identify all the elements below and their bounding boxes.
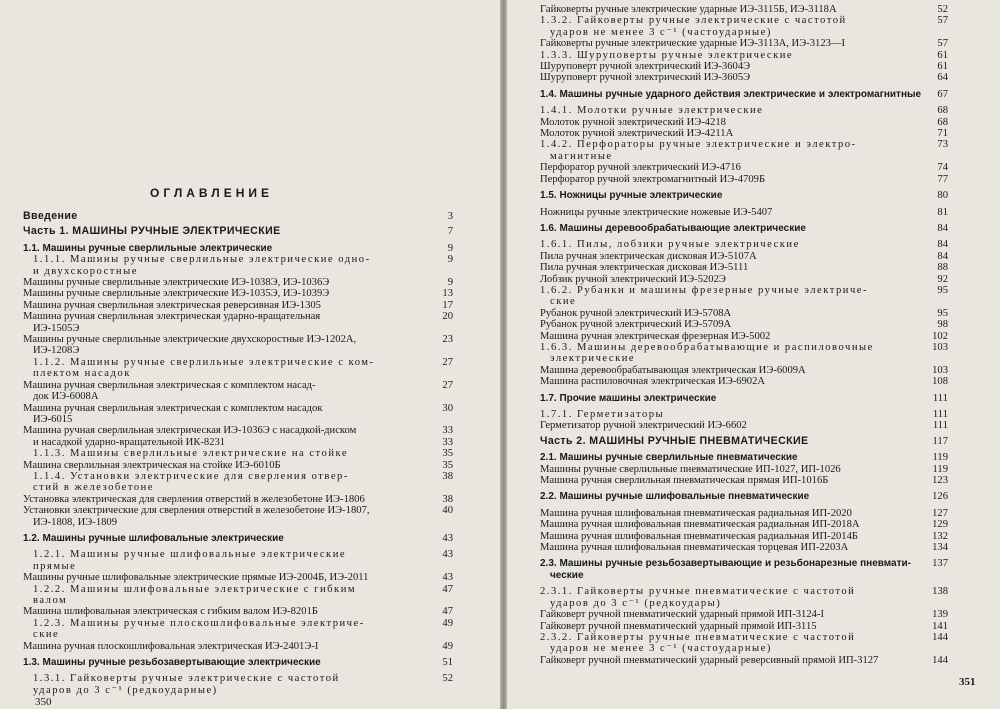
toc-entry-page: 132 [932,530,948,542]
toc-entry-title: Шуруповерт ручной электрический ИЭ-3604Э [540,61,751,73]
toc-entry-page: 17 [442,299,453,311]
toc-entry [540,207,948,218]
toc-entry-title: 1.1. Машины ручные сверлильные электрические [23,242,273,254]
toc-entry-title: 1.4. Машины ручные ударного действия электрические и электромагнитные [540,88,922,100]
toc-entry [540,452,948,463]
toc-entry-page: 33 [442,425,453,437]
toc-entry [23,300,453,311]
toc-entry-title: ударов до 3 с⁻¹ (редкоударные) [33,684,218,696]
toc-entry-title: и насадкой ударно-вращательной ИК-8231 [33,436,226,448]
toc-entry-title: Гайковерт ручной пневматический ударный прямой ИП-3115 [540,620,817,632]
toc-entry-page: 74 [937,162,948,174]
toc-entry-title: 1.2.3. Машины ручные плоскошлифовальные электриче- [33,617,365,629]
toc-entry-title: Машина ручная сверлильная электрическая реверсивная ИЭ-1305 [23,299,321,311]
toc-entry-page: 47 [442,606,453,618]
toc-entry-page: 84 [937,239,948,251]
toc-entry-page: 123 [932,475,948,487]
toc-entry-page: 84 [937,222,948,234]
toc-entry [23,471,453,482]
toc-entry-title: Машины ручные сверлильные электрические ИЭ-1038Э, ИЭ-1036Э [23,277,330,289]
toc-entry-title: Лобзик ручной электрический ИЭ-5202Э [540,273,726,285]
toc-entry-page: 61 [937,49,948,61]
toc-entry-title: Машина ручная сверлильная пневматическая прямая ИП-1016Б [540,475,829,487]
toc-entry [540,262,948,273]
toc-entry [540,251,948,262]
toc-entry [540,274,948,285]
toc-entry-title: 1.7. Прочие машины электрические [540,392,717,404]
toc-entry-title: Гайковерт ручной пневматический ударный реверсивный прямой ИП-3127 [540,654,879,666]
toc-entry-page: 138 [932,586,948,598]
toc-entry [540,586,948,597]
toc-entry [23,517,453,528]
toc-entry [540,464,948,475]
toc-entry [540,223,948,234]
toc-entry [23,549,453,560]
toc-entry-title: валом [33,595,68,606]
toc-entry [23,345,453,356]
toc-entry [540,151,948,162]
toc-entry [540,342,948,353]
toc-entry-title: 1.1.1. Машины ручные сверлильные электрические одно- [33,254,371,266]
toc-entry-title: Машина ручная шлифовальная пневматическая радиальная ИП-2014Б [540,530,858,542]
toc-entry-page: 129 [932,519,948,531]
toc-entry [23,629,453,640]
toc-entry-title: Машина шлифовальная электрическая с гибким валом ИЭ-8201Б [23,606,318,618]
toc-entry-title: Молоток ручной электрический ИЭ-4211А [540,128,734,140]
toc-entry [540,27,948,38]
toc-entry-page: 33 [442,436,453,448]
toc-entry-title: ударов не менее 3 с⁻¹ (частоударные) [550,643,772,655]
toc-entry [23,380,453,391]
toc-entry [23,334,453,345]
toc-entry-title: Рубанок ручной электрический ИЭ-5708А [540,307,732,319]
toc-entry-page: 119 [932,452,948,464]
toc-entry [540,162,948,173]
toc-entry-page: 49 [442,617,453,629]
toc-entry [540,89,948,100]
toc-entry-title: Пила ручная электрическая дисковая ИЭ-5111 [540,262,749,274]
toc-entry [540,353,948,364]
toc-entry-page: 7 [447,226,453,238]
right-toc-list [540,4,948,666]
toc-entry-title: Ножницы ручные электрические ножевые ИЭ-5407 [540,206,773,218]
toc-entry-page: 144 [932,654,948,666]
toc-entry [23,657,453,668]
toc-entry-title: Часть 2. МАШИНЫ РУЧНЫЕ ПНЕВМАТИЧЕСКИЕ [540,434,809,447]
toc-entry-title: Машины ручные шлифовальные электрические прямые ИЭ-2004Б, ИЭ-2011 [23,572,369,584]
toc-entry-page: 80 [937,190,948,202]
toc-entry-page: 35 [442,448,453,460]
toc-entry-title: и двухскоростные [33,265,138,277]
toc-entry [540,174,948,185]
toc-entry-page: 52 [937,4,948,15]
toc-entry [23,277,453,288]
toc-entry [540,643,948,654]
toc-entry [23,403,453,414]
toc-entry-title: Установка электрическая для сверления отверстий в железобетоне ИЭ-1806 [23,493,365,505]
toc-entry [23,448,453,459]
toc-entry [540,296,948,307]
toc-entry-title: электрические [550,353,636,365]
toc-entry [540,239,948,250]
toc-entry-page: 49 [442,640,453,652]
toc-entry [540,409,948,420]
toc-entry [23,572,453,583]
toc-entry [540,420,948,431]
toc-entry-page: 43 [442,532,453,544]
toc-entry-title: Установки электрические для сверления отверстий в железобетоне ИЭ-1807, [23,505,370,517]
toc-entry-page: 117 [932,435,948,447]
toc-entry-title: Машина распиловочная электрическая ИЭ-6902А [540,376,766,388]
toc-entry [540,632,948,643]
toc-entry [23,533,453,544]
toc-entry-title: Машина ручная шлифовальная пневматическая радиальная ИП-2018А [540,519,860,531]
toc-entry-title: Машина деревообрабатывающая электрическая ИЭ-6009А [540,364,806,376]
toc-entry-title: ческие [550,569,584,581]
toc-entry-page: 13 [442,288,453,300]
toc-entry [540,376,948,387]
toc-entry-title: Машина ручная сверлильная электрическая ИЭ-1036Э с насадкой-диском [23,425,357,437]
toc-entry-title: 1.3.2. Гайковерты ручные электрические с частотой [540,15,847,27]
toc-entry [23,414,453,425]
toc-entry [540,117,948,128]
toc-entry [540,128,948,139]
toc-entry-page: 126 [932,491,948,503]
toc-entry-title: ударов не менее 3 с⁻¹ (частоударные) [550,26,772,38]
book-gutter [500,0,507,709]
toc-entry [23,494,453,505]
toc-entry [540,436,948,447]
toc-entry [23,460,453,471]
toc-entry-title: Машина ручная сверлильная электрическая с комплектом насад- [23,379,316,391]
toc-entry-page: 95 [937,284,948,296]
toc-entry-title: прямые [33,560,77,572]
toc-entry-page: 40 [442,505,453,517]
toc-entry-title: Введение [23,210,78,222]
toc-entry-title: Машина ручная плоскошлифовальная электрическая ИЭ-2401Э-І [23,640,319,652]
toc-entry-title: Машины ручные сверлильные пневматические ИП-1027, ИП-1026 [540,463,841,475]
toc-entry-title: Машина ручная шлифовальная пневматическая торцевая ИП-2203А [540,542,849,554]
toc-entry-page: 71 [937,128,948,140]
toc-entry [540,50,948,61]
left-page-number: 350 [35,696,52,708]
toc-entry-page: 141 [932,620,948,632]
toc-entry [540,475,948,486]
toc-entry-page: 64 [937,72,948,84]
toc-entry [540,72,948,83]
toc-entry [23,391,453,402]
toc-entry-title: магнитные [550,150,613,162]
toc-entry-page: 68 [937,105,948,117]
toc-entry-page: 23 [442,334,453,346]
toc-entry-title: Машина ручная электрическая фрезерная ИЭ-5002 [540,330,771,342]
toc-entry-title: 2.2. Машины ручные шлифовальные пневматические [540,491,810,503]
toc-entry [540,598,948,609]
toc-entry [540,365,948,376]
toc-entry-page: 111 [932,409,948,420]
toc-entry-title: 1.3. Машины ручные резьбозавертывающие электрические [23,657,321,669]
toc-entry-title: 1.2.1. Машины ручные шлифовальные электрические [33,549,347,561]
toc-entry-page: 51 [442,657,453,669]
toc-entry [23,641,453,652]
toc-entry-title: 2.1. Машины ручные сверлильные пневматические [540,452,798,464]
toc-entry-title: Гайковерты ручные электрические ударные ИЭ-3113А, ИЭ-3123—І [540,38,846,50]
toc-entry-title: Шуруповерт ручной электрический ИЭ-3605Э [540,72,751,84]
toc-entry [23,357,453,368]
toc-entry-page: 139 [932,609,948,621]
toc-entry-page: 47 [442,583,453,595]
toc-entry-title: 1.4.1. Молотки ручные электрические [540,105,764,117]
toc-entry-page: 30 [442,402,453,414]
toc-entry [23,685,453,696]
toc-entry-title: 1.2.2. Машины шлифовальные электрические с гибким [33,583,357,595]
toc-entry [23,618,453,629]
toc-entry [23,254,453,265]
toc-entry-title: 1.3.1. Гайковерты ручные электрические с частотой [33,673,340,685]
toc-entry [23,606,453,617]
toc-entry-title: 1.7.1. Герметизаторы [540,409,665,420]
toc-entry-page: 52 [442,673,453,685]
right-page-number: 351 [959,676,976,688]
toc-entry-title: 1.5. Ножницы ручные электрические [540,190,723,202]
toc-entry-title: Машина ручная шлифовальная пневматическая радиальная ИП-2020 [540,507,852,519]
toc-entry [23,311,453,322]
toc-entry [540,491,948,502]
toc-entry-page: 102 [932,330,948,342]
toc-entry-page: 127 [932,507,948,519]
toc-entry-title: ИЭ-1808, ИЭ-1809 [33,516,118,528]
toc-entry-page: 111 [932,420,948,432]
toc-entry-page: 9 [447,254,453,266]
toc-entry-page: 73 [937,139,948,151]
toc-entry-title: Гайковерты ручные электрические ударные ИЭ-3115Б, ИЭ-3118А [540,4,837,15]
toc-entry-title: 1.6.1. Пилы, лобзики ручные электрические [540,239,800,251]
toc-entry-title: ские [33,629,60,641]
toc-entry-title: 2.3.1. Гайковерты ручные пневматические с частотой [540,586,856,598]
toc-entry-title: Перфоратор ручной электрический ИЭ-4716 [540,162,741,174]
toc-entry-title: 1.3.3. Шуруповерты ручные электрические [540,49,794,61]
toc-entry [540,105,948,116]
toc-entry-page: 134 [932,542,948,554]
toc-entry-page: 68 [937,116,948,128]
toc-entry [540,285,948,296]
toc-entry-title: плектом насадок [33,368,131,380]
toc-entry-page: 35 [442,459,453,471]
toc-entry [23,368,453,379]
toc-entry-title: 1.4.2. Перфораторы ручные электрические и электро- [540,139,857,151]
right-page [507,0,1000,709]
toc-entry-title: ИЭ-1505Э [33,322,80,334]
toc-entry-title: 1.1.4. Установки электрические для сверления отвер- [33,470,349,482]
toc-entry [540,319,948,330]
toc-entry-page: 38 [442,493,453,505]
toc-entry-title: 1.6. Машины деревообрабатывающие электрические [540,222,806,234]
toc-entry-title: Гайковерт ручной пневматический ударный прямой ИП-3124-І [540,609,824,621]
toc-entry-page: 77 [937,173,948,185]
toc-entry [540,558,948,569]
toc-entry-title: Перфоратор ручной электромагнитный ИЭ-4709Б [540,173,766,185]
toc-entry-page: 92 [937,273,948,285]
toc-entry-page: 43 [442,572,453,584]
toc-entry [23,673,453,684]
toc-entry-page: 67 [937,88,948,100]
toc-entry [23,211,453,222]
toc-entry-page: 27 [442,379,453,391]
toc-entry [540,609,948,620]
toc-entry [540,61,948,72]
toc-entry [540,655,948,666]
toc-entry [540,190,948,201]
toc-entry-title: 2.3.2. Гайковерты ручные пневматические с частотой [540,631,856,643]
toc-entry [23,288,453,299]
toc-entry-title: Машина ручная сверлильная электрическая с комплектом насадок [23,402,323,414]
toc-entry [540,621,948,632]
toc-entry-title: 1.1.3. Машины сверлильные электрические на стойке [33,448,349,460]
toc-entry [23,437,453,448]
toc-entry-page: 38 [442,470,453,482]
toc-entry [540,570,948,581]
toc-entry-title: Машина сверлильная электрическая на стойке ИЭ-6010Б [23,459,281,471]
toc-entry-page: 95 [937,307,948,319]
toc-entry-page: 27 [442,356,453,368]
toc-entry-page: 9 [447,277,453,289]
toc-entry-title: Машины ручные сверлильные электрические ИЭ-1035Э, ИЭ-1039Э [23,288,330,300]
toc-entry-page: 20 [442,311,453,323]
toc-entry-page: 108 [932,376,948,388]
toc-entry-title: ИЭ-6015 [33,413,73,425]
toc-entry [540,393,948,404]
toc-entry-title: ские [550,296,577,308]
toc-entry-title: 1.6.2. Рубанки и машины фрезерные ручные электриче- [540,284,869,296]
toc-entry-title: Рубанок ручной электрический ИЭ-5709А [540,319,732,331]
toc-entry [23,323,453,334]
toc-entry [540,15,948,26]
toc-entry [23,425,453,436]
toc-entry [540,331,948,342]
toc-entry-page: 88 [937,262,948,274]
toc-entry [23,266,453,277]
toc-entry [540,542,948,553]
toc-entry [23,561,453,572]
toc-entry-title: стий в железобетоне [33,482,154,494]
toc-entry [540,308,948,319]
toc-entry-page: 98 [937,319,948,331]
toc-entry-title: Машина ручная сверлильная электрическая ударно-вращательная [23,311,321,323]
toc-entry-page: 81 [937,206,948,218]
toc-entry-title: 1.2. Машины ручные шлифовальные электрические [23,532,284,544]
toc-entry-title: Герметизатор ручной электрический ИЭ-6602 [540,420,747,432]
toc-entry-page: 57 [937,15,948,27]
toc-entry [540,531,948,542]
toc-entry-title: ИЭ-1208Э [33,345,80,357]
toc-entry-title: Машины ручные сверлильные электрические двухскоростные ИЭ-1202А, [23,334,357,346]
toc-heading: ОГЛАВЛЕНИЕ [150,186,274,200]
toc-entry-page: 111 [932,392,948,404]
toc-entry-page: 43 [442,549,453,561]
toc-entry-title: 1.1.2. Машины ручные сверлильные электрические с ком- [33,356,375,368]
toc-entry [23,243,453,254]
toc-entry [23,482,453,493]
toc-entry [540,4,948,15]
toc-entry [540,508,948,519]
toc-entry-page: 9 [447,242,453,254]
toc-entry-title: док ИЭ-6008А [33,391,99,403]
left-toc-list [23,207,453,696]
toc-entry-page: 84 [937,250,948,262]
toc-entry [540,139,948,150]
toc-entry-page: 144 [932,631,948,643]
toc-entry-title: 1.6.3. Машины деревообрабатывающие и распиловочные [540,341,874,353]
toc-entry-page: 61 [937,61,948,73]
toc-entry-page: 57 [937,38,948,50]
toc-entry-page: 119 [932,463,948,475]
toc-entry-page: 103 [932,341,948,353]
toc-entry [540,38,948,49]
toc-entry [23,505,453,516]
toc-entry-title: Молоток ручной электрический ИЭ-4218 [540,116,726,128]
toc-entry [23,595,453,606]
toc-entry-title: Часть 1. МАШИНЫ РУЧНЫЕ ЭЛЕКТРИЧЕСКИЕ [23,225,281,238]
toc-entry-page: 103 [932,364,948,376]
toc-entry [23,226,453,237]
toc-entry-page: 137 [932,558,948,570]
toc-entry-title: 2.3. Машины ручные резьбозавертывающие и резьбонарезные пневмати- [540,558,911,570]
toc-entry-page: 3 [447,211,453,222]
toc-entry-title: ударов до 3 с⁻¹ (редкоудары) [550,597,722,609]
toc-entry [540,519,948,530]
toc-entry [23,584,453,595]
toc-entry-title: Пила ручная электрическая дисковая ИЭ-5107А [540,250,757,262]
